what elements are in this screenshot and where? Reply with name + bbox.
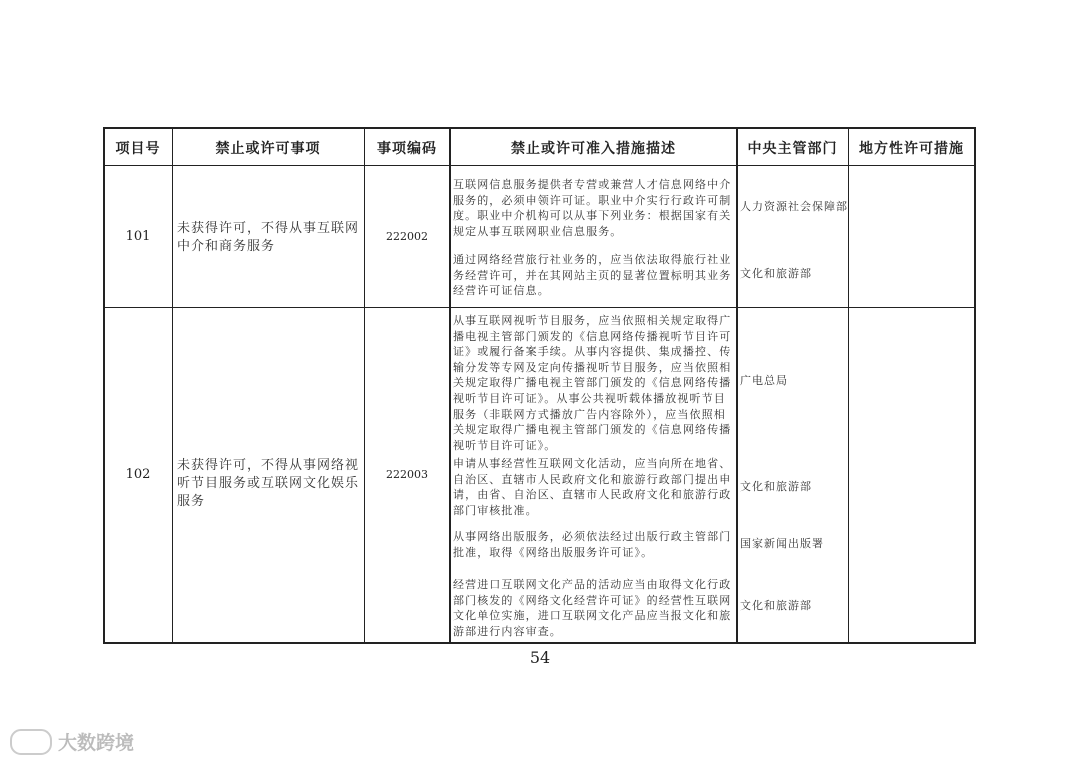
row-code: 222003: [386, 468, 428, 481]
col-line: [364, 127, 365, 644]
header-central-dept: 中央主管部门: [747, 141, 838, 157]
page-number: 54: [529, 648, 551, 667]
measure-description: 经营进口互联网文化产品的活动应当由取得文化行政部门核发的《网络文化经营许可证》的经营性互联网文化单位实施，进口互联网文化产品应当报文化和旅游部进行内容审查。: [453, 578, 732, 638]
col-line: [449, 127, 451, 644]
col-line: [103, 127, 105, 644]
col-line: [974, 127, 976, 644]
header-item: 禁止或许可事项: [215, 141, 321, 157]
central-dept: 人力资源社会保障部: [740, 200, 848, 213]
row-id: 101: [125, 229, 151, 244]
header-code: 事项编码: [377, 141, 437, 157]
measure-description: 从事网络出版服务，必须依法经过出版行政主管部门批准，取得《网络出版服务许可证》。: [453, 530, 732, 559]
header-id: 项目号: [115, 141, 161, 157]
table-border-top: [103, 127, 976, 129]
watermark-text: 大数跨境: [58, 732, 135, 754]
col-line: [848, 127, 849, 644]
row-code: 222002: [386, 230, 428, 243]
row-item: 未获得许可，不得从事网络视听节目服务或互联网文化娱乐服务: [177, 458, 360, 509]
col-line: [172, 127, 173, 644]
watermark-logo-icon: [10, 729, 52, 755]
row-item: 未获得许可，不得从事互联网中介和商务服务: [177, 221, 360, 254]
table-border-bottom: [103, 642, 976, 644]
header-divider: [103, 165, 976, 166]
central-dept: 文化和旅游部: [740, 267, 812, 280]
central-dept: 国家新闻出版署: [740, 537, 824, 550]
measure-description: 互联网信息服务提供者专营或兼营人才信息网络中介服务的，必须申领许可证。职业中介实行行政许可制度。职业中介机构可以从事下列业务：根据国家有关规定从事互联网职业信息服务。: [453, 178, 732, 238]
measure-description: 申请从事经营性互联网文化活动，应当向所在地省、自治区、直辖市人民政府文化和旅游行政部门提出申请，由省、自治区、直辖市人民政府文化和旅游行政部门审核批准。: [453, 457, 732, 517]
watermark: [10, 728, 134, 755]
measure-description: 通过网络经营旅行社业务的，应当依法取得旅行社业务经营许可，并在其网站主页的显著位置标明其业务经营许可证信息。: [453, 253, 732, 298]
measure-description: 从事互联网视听节目服务，应当依照相关规定取得广播电视主管部门颁发的《信息网络传播视听节目许可证》或履行备案手续。从事内容提供、集成播控、传输分发等专网及定向传播视听节目服务，应当依照相关规定取得广播电视主管部门颁发的《信息网络传播视听节目许可证》。从事公共视听载体播放视听节目服务（非联网方式播放广告内容除外），应当依照相关规定取得广播电视主管部门颁发的《信息网络传播视听节目许可证》。: [453, 314, 732, 452]
header-local-measures: 地方性许可措施: [859, 141, 964, 157]
row-id: 102: [125, 467, 151, 482]
row-divider: [103, 307, 976, 308]
header-description: 禁止或许可准入措施描述: [511, 141, 676, 157]
central-dept: 文化和旅游部: [740, 480, 812, 493]
central-dept: 文化和旅游部: [740, 599, 812, 612]
central-dept: 广电总局: [740, 374, 788, 387]
